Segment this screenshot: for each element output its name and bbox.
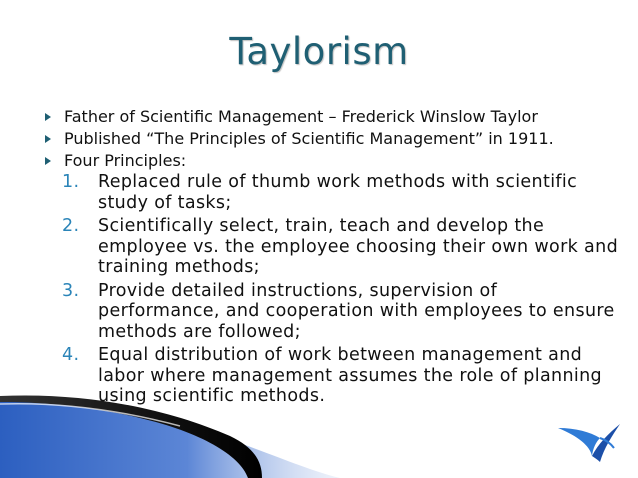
principle-number: 1. <box>62 172 80 192</box>
slide-title: Taylorism <box>229 30 409 73</box>
bullet-item <box>44 106 624 128</box>
principle-text: Provide detailed instructions, supervision of performance, and cooperation with employees to ensure methods are followed; <box>98 280 615 342</box>
principle-item <box>62 345 622 407</box>
principle-text: Equal distribution of work between management and labor where management assumes the role of planning using scientific methods. <box>98 345 603 406</box>
triangle-right-icon <box>45 135 51 143</box>
principle-number: 2. <box>62 216 80 236</box>
bullet-item <box>44 150 624 172</box>
bullet-text: Four Principles: <box>64 151 187 170</box>
triangle-right-icon <box>45 113 51 121</box>
bird-logo-icon <box>556 422 622 466</box>
principle-item <box>62 216 622 278</box>
bullet-list <box>44 106 624 172</box>
principle-number: 4. <box>62 345 80 365</box>
principles-list <box>62 172 622 410</box>
principle-item <box>62 281 622 343</box>
bullet-item <box>44 128 624 150</box>
principle-text: Replaced rule of thumb work methods with scientific study of tasks; <box>98 172 578 213</box>
bullet-text: Father of Scientific Management – Frederick Winslow Taylor <box>64 107 538 126</box>
bullet-text: Published “The Principles of Scientific Management” in 1911. <box>64 129 554 148</box>
principle-item <box>62 172 622 213</box>
principle-text: Scientifically select, train, teach and develop the employee vs. the employee choosing their own work and training methods; <box>98 216 619 277</box>
principle-number: 3. <box>62 280 80 301</box>
triangle-right-icon <box>45 157 51 165</box>
